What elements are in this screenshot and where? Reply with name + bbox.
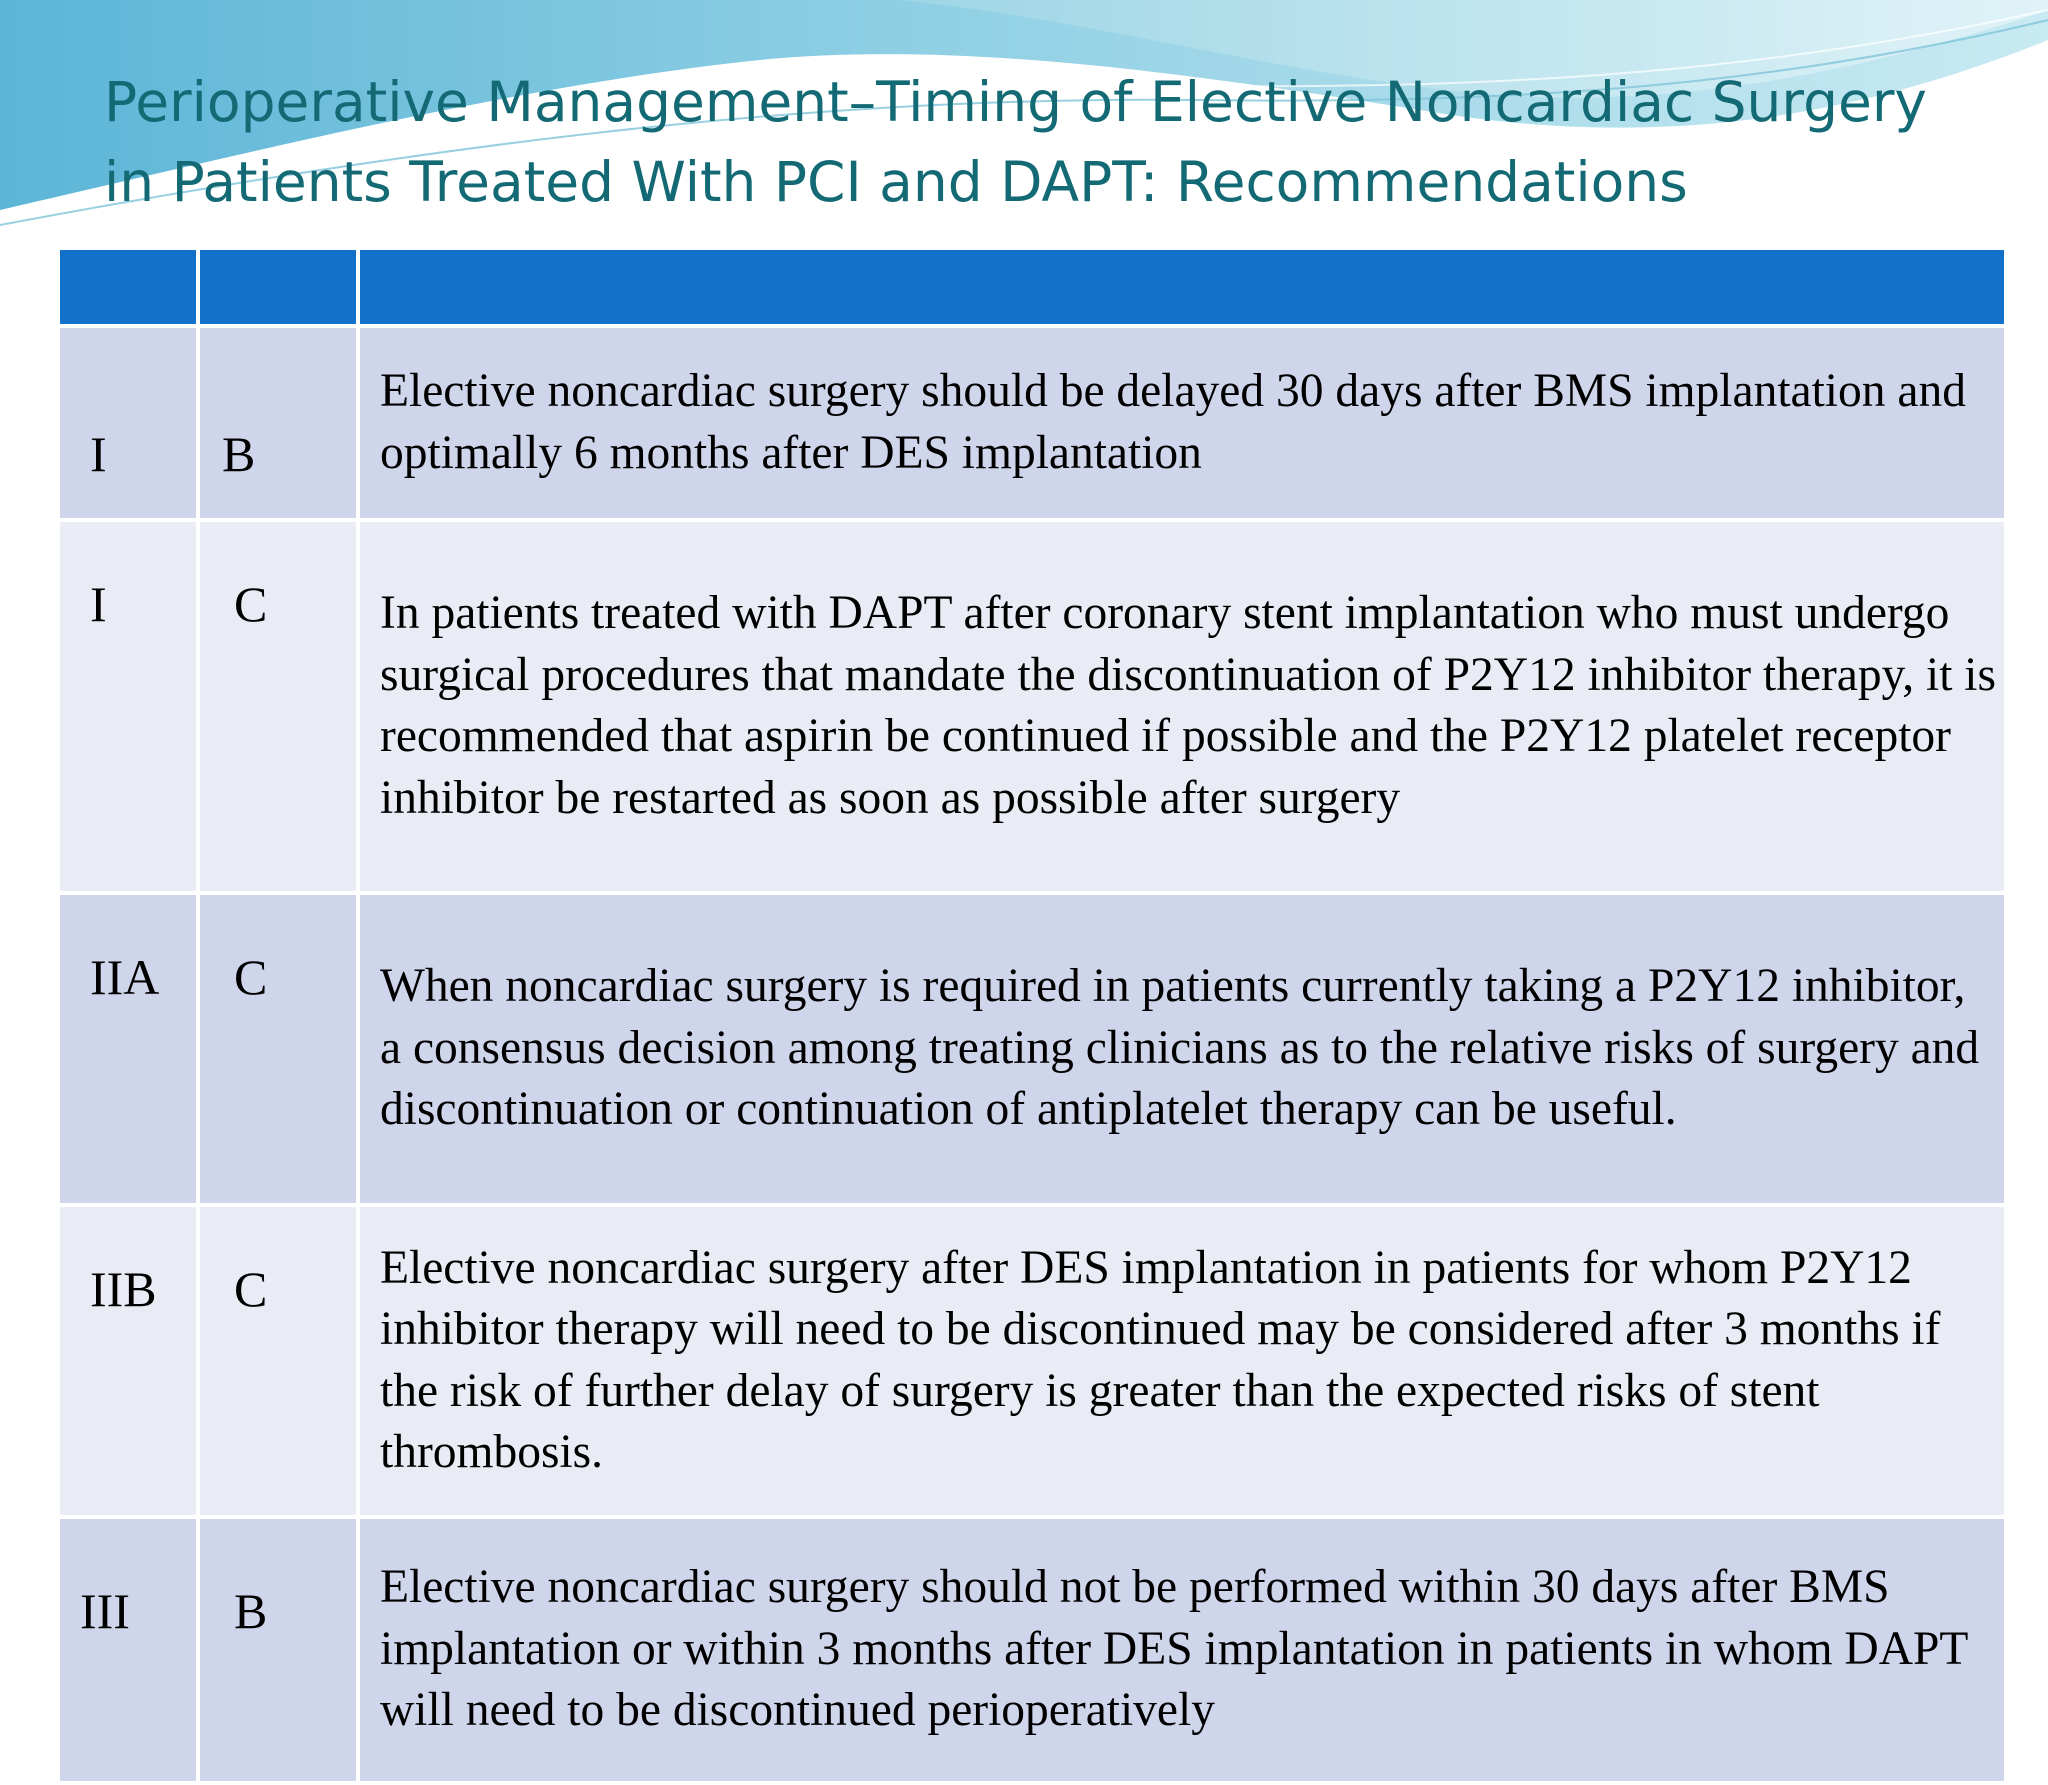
- level-of-evidence: C: [198, 893, 358, 1205]
- class-of-recommendation: III: [58, 1517, 198, 1783]
- recommendation-text: Elective noncardiac surgery should not be performed within 30 days after BMS implantation or within 3 months after DES implantation in patients in whom DAPT will need to be discontinued perioperatively: [358, 1517, 2006, 1783]
- slide-title-line-1: Perioperative Management–Timing of Elective Noncardiac Surgery: [104, 70, 1927, 134]
- level-of-evidence: B: [198, 1517, 358, 1783]
- table-header-row: [58, 248, 2006, 326]
- class-of-recommendation: IIB: [58, 1205, 198, 1517]
- recommendation-text: In patients treated with DAPT after coronary stent implantation who must undergo surgical procedures that mandate the discontinuation of P2Y12 inhibitor therapy, it is recommended that aspirin be continued if possible and the P2Y12 platelet receptor inhibitor be restarted as soon as possible after surgery: [358, 520, 2006, 893]
- table-row: [58, 1205, 2006, 1517]
- level-of-evidence: C: [198, 1205, 358, 1517]
- recommendation-text: When noncardiac surgery is required in patients currently taking a P2Y12 inhibitor, a consensus decision among treating clinicians as to the relative risks of surgery and discontinuation or continuation of antiplatelet therapy can be useful.: [358, 893, 2006, 1205]
- recommendation-text: Elective noncardiac surgery should be delayed 30 days after BMS implantation and optimally 6 months after DES implantation: [358, 326, 2006, 520]
- recommendations-table: [56, 246, 2008, 1785]
- table-row: [58, 1517, 2006, 1783]
- recommendation-text: Elective noncardiac surgery after DES implantation in patients for whom P2Y12 inhibitor therapy will need to be discontinued may be considered after 3 months if the risk of further delay of surgery is greater than the expected risks of stent thrombosis.: [358, 1205, 2006, 1517]
- table-row: [58, 520, 2006, 893]
- class-of-recommendation: IIA: [58, 893, 198, 1205]
- table-row: [58, 893, 2006, 1205]
- slide-title-line-2: in Patients Treated With PCI and DAPT: Recommendations: [104, 150, 1688, 214]
- header-cell-level: [198, 248, 358, 326]
- table-row: [58, 326, 2006, 520]
- header-cell-class: [58, 248, 198, 326]
- slide-title: [104, 62, 2004, 222]
- level-of-evidence: C: [198, 520, 358, 893]
- header-cell-recommendation: [358, 248, 2006, 326]
- level-of-evidence: B: [198, 326, 358, 520]
- class-of-recommendation: I: [58, 326, 198, 520]
- class-of-recommendation: I: [58, 520, 198, 893]
